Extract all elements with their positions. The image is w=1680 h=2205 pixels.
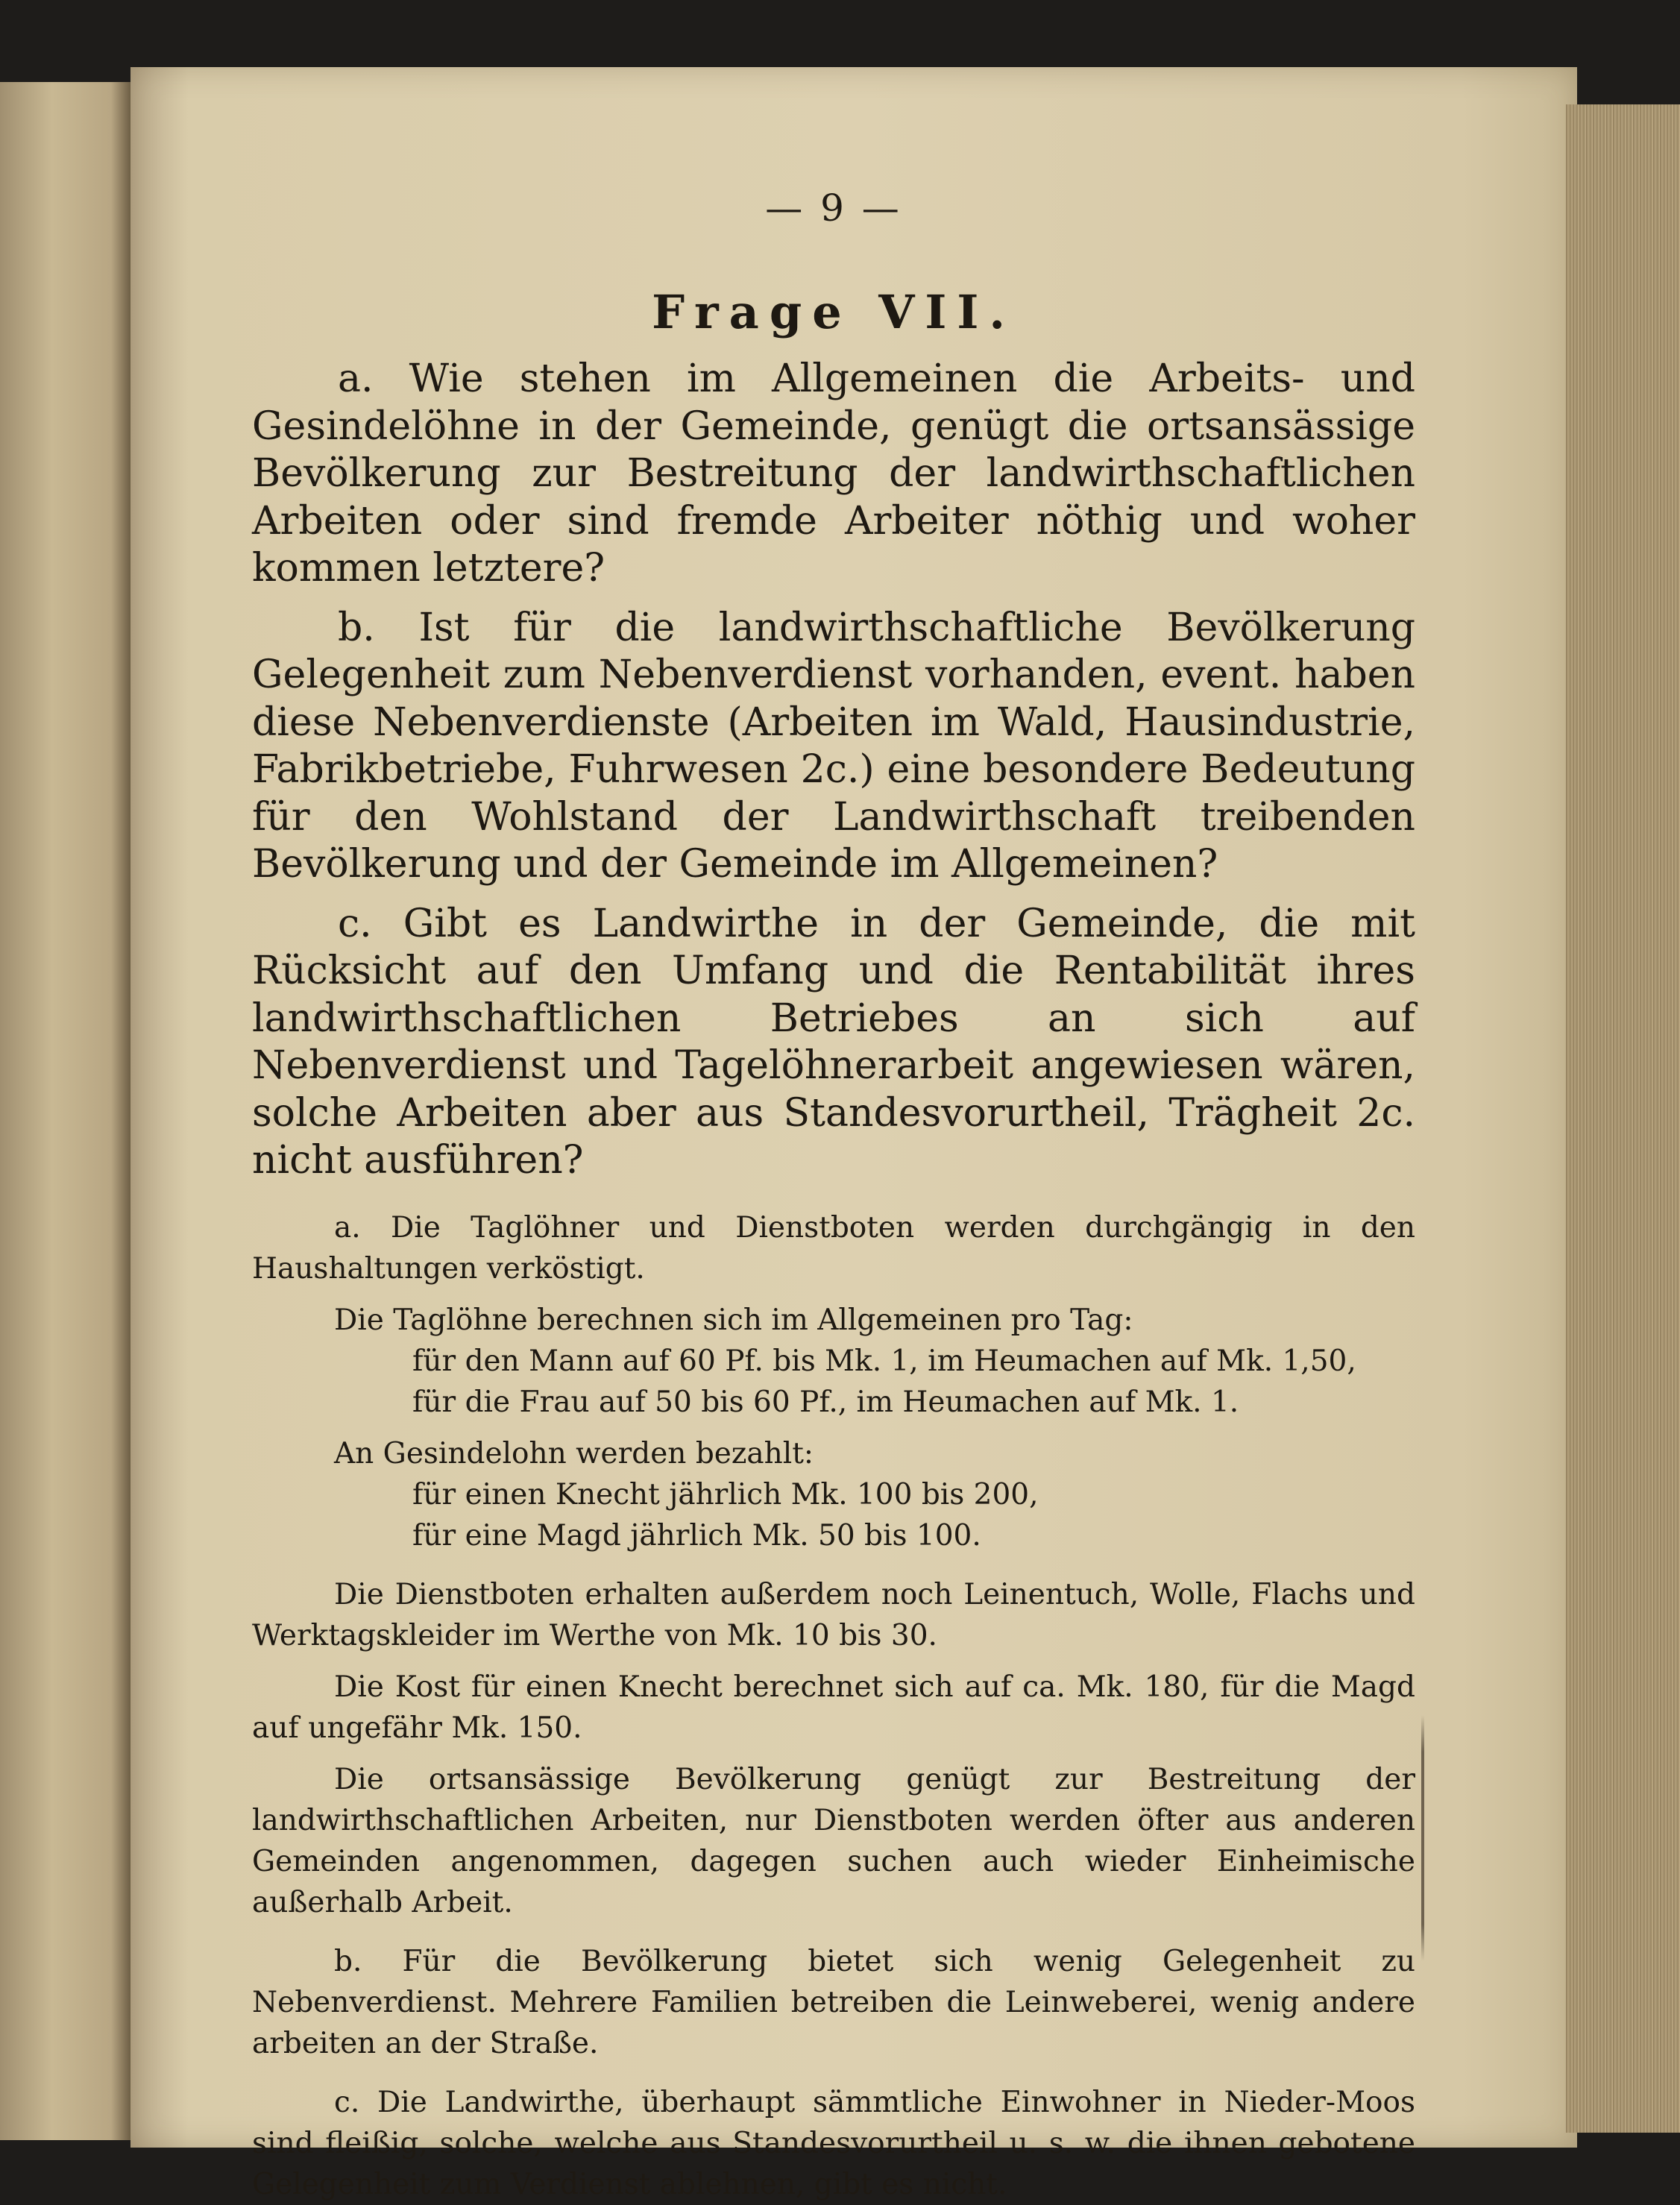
left-page-edge [0,82,130,2140]
margin-pencil-mark [1421,1715,1424,1961]
answer-board: Die Kost für einen Knecht berechnet sich auf ca. Mk. 180, für die Magd auf ungefähr Mk. 150. [252,1670,1415,1745]
page-number: — 9 — [765,186,902,230]
text-block [252,186,1415,2205]
question-a: a. Wie stehen im Allgemeinen die Arbeits- und Gesindelöhne in der Gemeinde, genügt die ortsansässige Bevölkerung zur Bestreitung der landwirthschaftlichen Arbeiten oder sind fremde Arbeiter nöthig und woher kommen letztere? [252,356,1415,591]
answer-section [252,1207,1415,2205]
answer-extras: Die Dienstboten erhalten außerdem noch Leinentuch, Wolle, Flachs und Werktagskleider im Werthe von Mk. 10 bis 30. [252,1577,1415,1652]
question-section [252,356,1415,1185]
answer-servants-intro: An Gesindelohn werden bezahlt: [334,1436,814,1470]
answer-c: c. Die Landwirthe, überhaupt sämmtliche Einwohner in Nieder-Moos sind fleißig, solche, welche aus Standesvorurtheil u. s. w. die ihnen gebotene Gelegenheit zum Verdienst ablehnen, gibt es nicht. [252,2085,1415,2201]
answer-population: Die ortsansässige Bevölkerung genügt zur Bestreitung der landwirthschaftlichen Arbeiten, nur Dienstboten werden öfter aus anderen Gemeinden angenommen, dagegen suchen auch wieder Einheimische außerhalb Arbeit. [252,1762,1415,1919]
answer-wages-intro: Die Taglöhne berechnen sich im Allgemeinen pro Tag: [334,1303,1133,1337]
page-edges [1566,104,1680,2133]
question-c: c. Gibt es Landwirthe in der Gemeinde, die mit Rücksicht auf den Umfang und die Rentabilität ihres landwirthschaftlichen Betriebes an sich auf Nebenverdienst und Tagelöhnerarbeit angewiesen wären, solche Arbeiten aber aus Standesvorurtheil, Trägheit 2c. nicht ausführen? [252,901,1415,1183]
answer-b: b. Für die Bevölkerung bietet sich wenig Gelegenheit zu Nebenverdienst. Mehrere Familien betreiben die Leinweberei, wenig andere arbeiten an der Straße. [252,1944,1415,2060]
question-title: Frage VII. [652,285,1016,339]
answer-wage-woman: für die Frau auf 50 bis 60 Pf., im Heumachen auf Mk. 1. [412,1385,1239,1419]
answer-servant-maid: für eine Magd jährlich Mk. 50 bis 100. [412,1518,981,1553]
question-b: b. Ist für die landwirthschaftliche Bevölkerung Gelegenheit zum Nebenverdienst vorhanden, event. haben diese Nebenverdienste (Arbeiten im Wald, Hausindustrie, Fabrikbetriebe, Fuhrwesen 2c.) eine besondere Bedeutung für den Wohlstand der Landwirthschaft treibenden Bevölkerung und der Gemeinde im Allgemeinen? [252,605,1415,887]
answer-servant-farmhand: für einen Knecht jährlich Mk. 100 bis 200, [412,1477,1039,1512]
answer-a-intro: a. Die Taglöhner und Dienstboten werden durchgängig in den Haushaltungen verköstigt. [252,1210,1415,1286]
answer-wage-man: für den Mann auf 60 Pf. bis Mk. 1, im Heumachen auf Mk. 1,50, [412,1344,1356,1378]
